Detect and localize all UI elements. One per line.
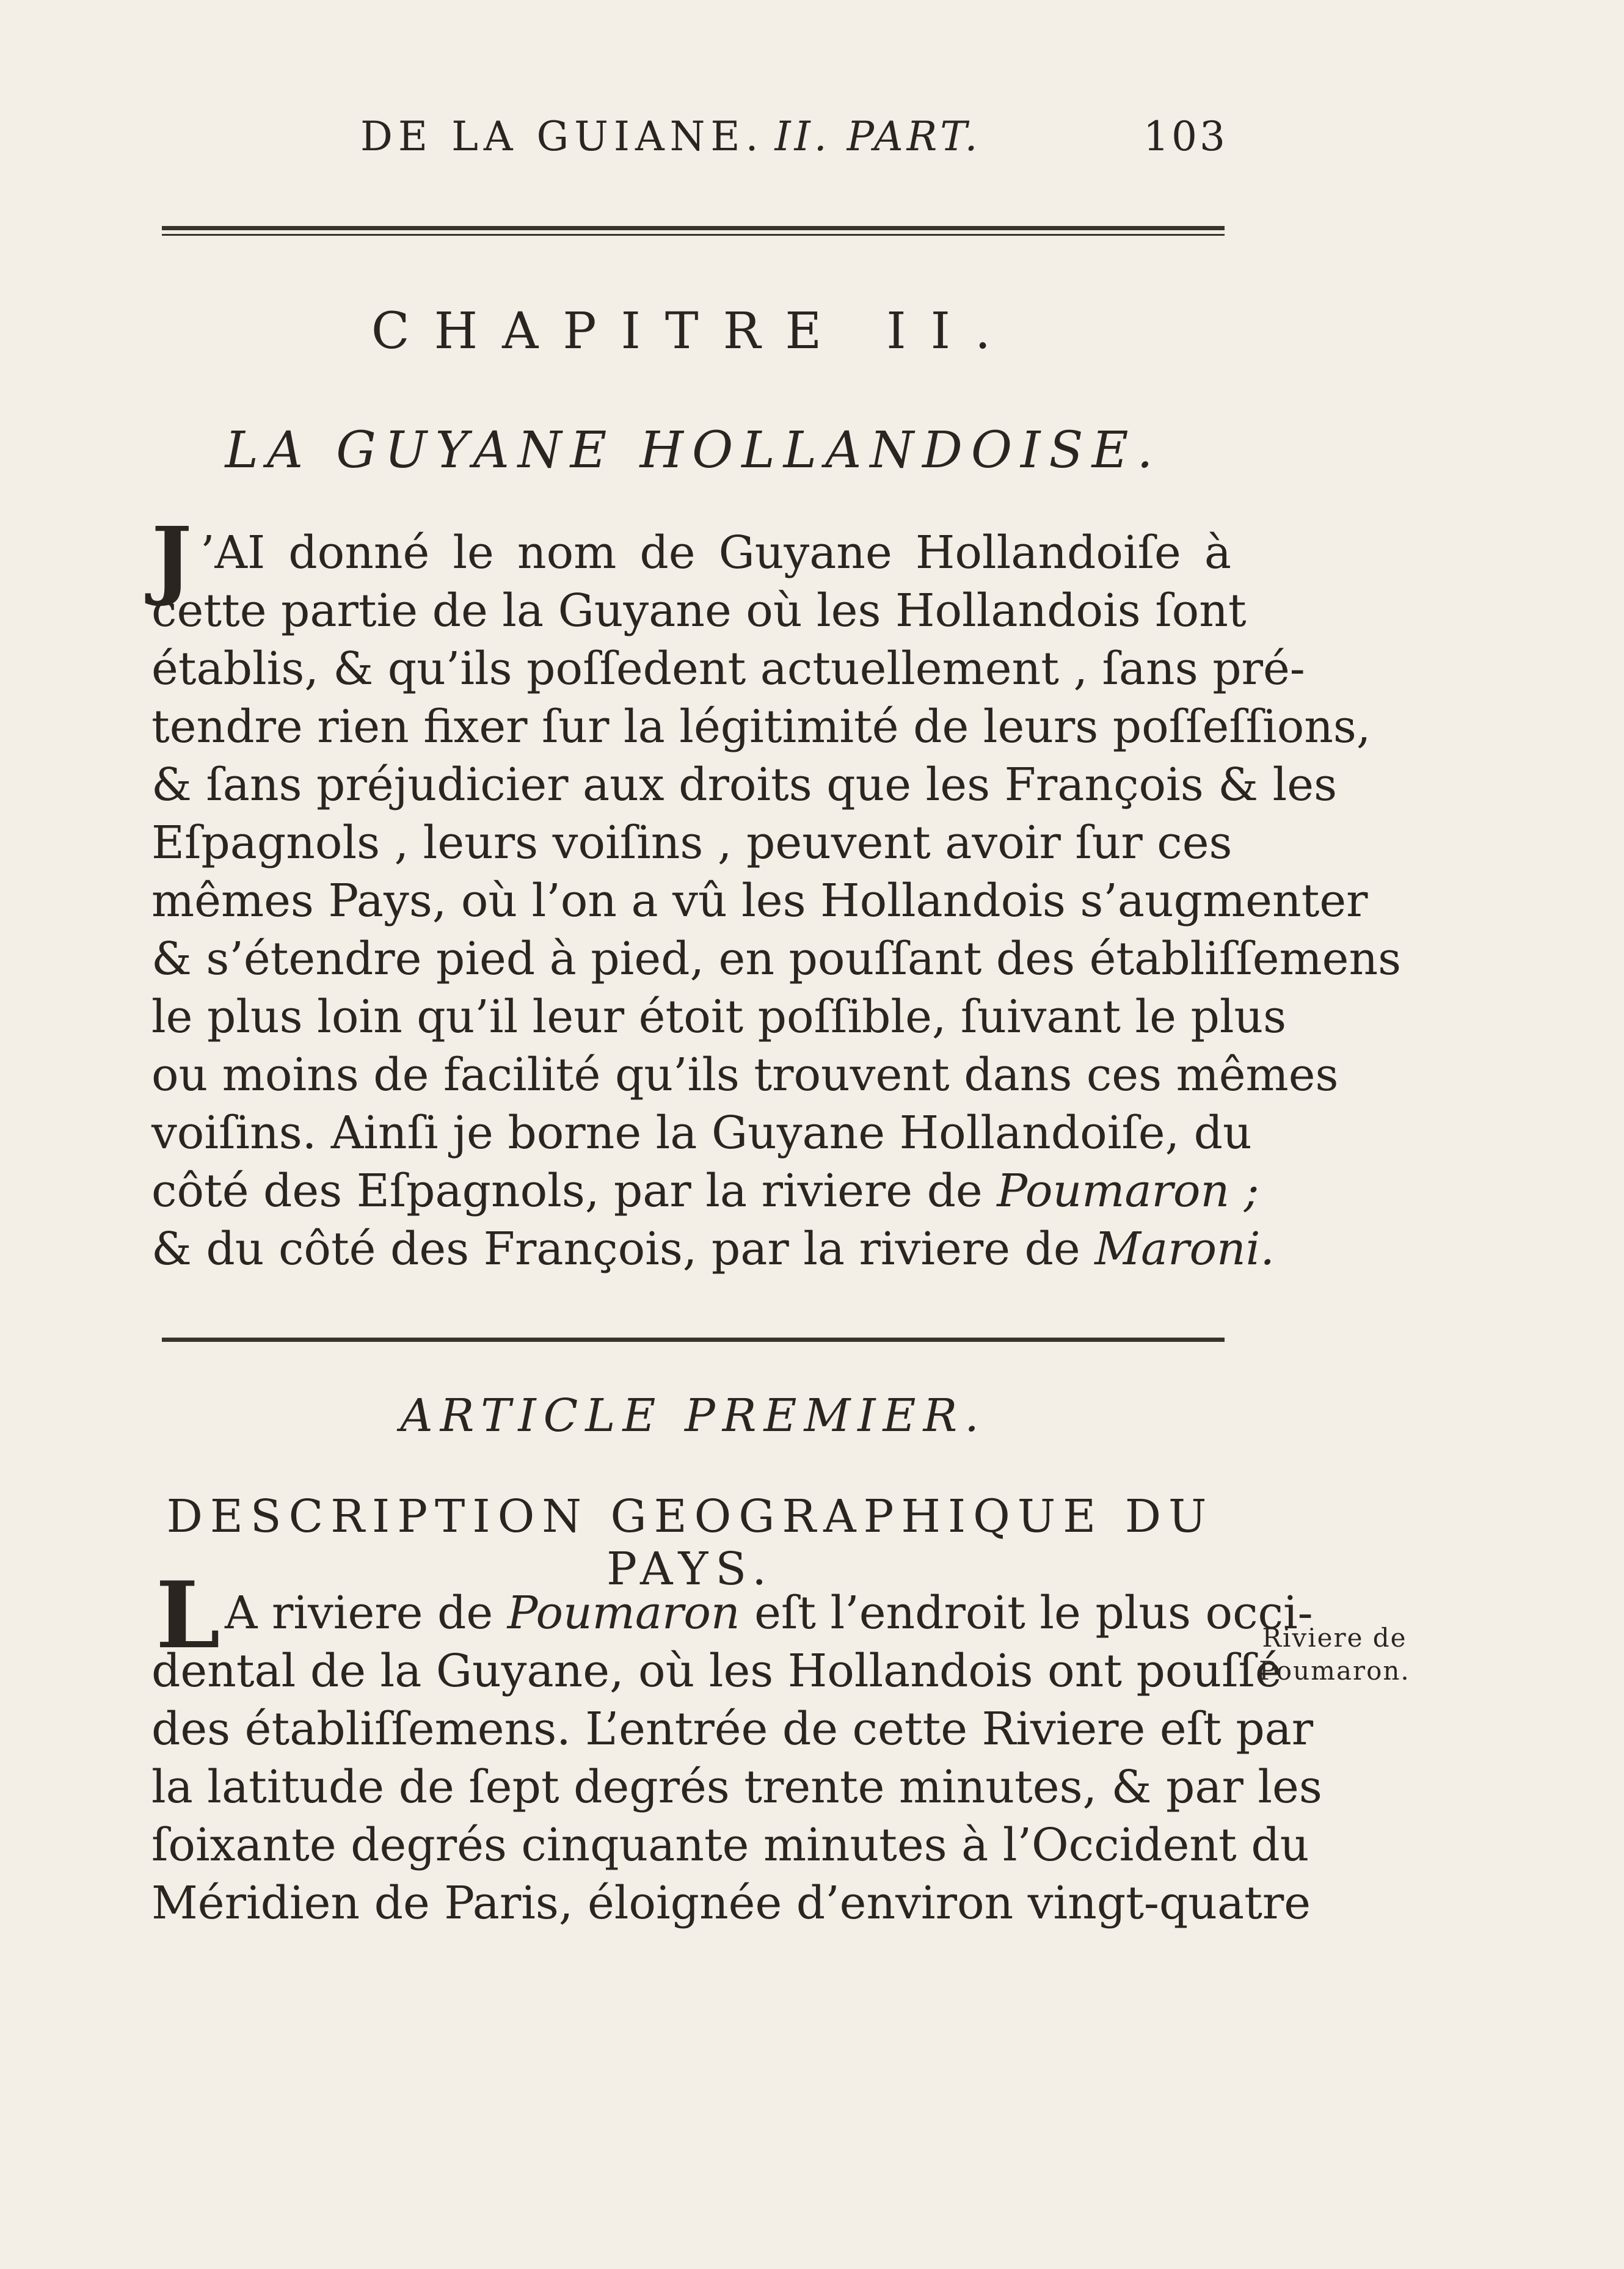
paragraph-line: tendre rien fixer ſur la légitimité de leurs poſſeſſions, xyxy=(151,701,1371,753)
running-header xyxy=(153,107,1228,174)
paragraph-line: Méridien de Paris, éloignée d’environ vingt-quatre xyxy=(151,1877,1311,1929)
margin-note-line: Poumaron. xyxy=(1259,1656,1410,1686)
header-rule xyxy=(162,226,1225,236)
line-text: eſt l’endroit le plus occi- xyxy=(740,1587,1313,1639)
river-name-maroni: Maroni. xyxy=(1094,1223,1275,1275)
margin-note-line: Riviere de xyxy=(1262,1623,1407,1653)
chapter-heading: CHAPITRE II. xyxy=(371,302,1016,360)
paragraph-line: & s’étendre pied à pied, en pouſſant des établiſſemens xyxy=(151,933,1402,985)
paragraph-line: ou moins de facilité qu’ils trouvent dans ces mêmes xyxy=(151,1049,1339,1101)
paragraph-line: Eſpagnols , leurs voiſins , peuvent avoir ſur ces xyxy=(151,817,1233,869)
section-rule xyxy=(162,1338,1225,1344)
paragraph-line: ſoixante degrés cinquante minutes à l’Occident du xyxy=(151,1819,1309,1871)
paragraph-line: le plus loin qu’il leur étoit poſſible, ſuivant le plus xyxy=(151,991,1287,1043)
paragraph-line: dental de la Guyane, où les Hollandois ont pouſſé xyxy=(151,1645,1282,1697)
paragraph-line: ’AI donné le nom de Guyane Hollandoiſe à xyxy=(200,526,1231,579)
line-text: côté des Eſpagnols, par la riviere de xyxy=(151,1165,997,1217)
paragraph-2 xyxy=(151,1584,1322,1932)
paragraph-1 xyxy=(151,524,1402,1278)
page-number: 103 xyxy=(1143,113,1228,160)
paragraph-line: cette partie de la Guyane où les Hollandois ſont xyxy=(151,585,1247,637)
paragraph-line: établis, & qu’ils poſſedent actuellement , ſans pré- xyxy=(151,643,1305,695)
paragraph-line xyxy=(151,1162,1259,1220)
chapter-subtitle: LA GUYANE HOLLANDOISE. xyxy=(225,421,1162,479)
river-name-poumaron: Poumaron xyxy=(507,1587,740,1639)
dropcap-l: L xyxy=(156,1562,220,1669)
paragraph-line xyxy=(151,1220,1275,1278)
paragraph-line xyxy=(151,1584,1313,1642)
article-heading: ARTICLE PREMIER. xyxy=(400,1389,986,1442)
paragraph-line: & ſans préjudicier aux droits que les François & les xyxy=(151,759,1338,811)
paragraph-line: la latitude de ſept degrés trente minutes, & par les xyxy=(151,1761,1322,1813)
line-text: & du côté des François, par la riviere de xyxy=(151,1223,1095,1275)
part-label: II. PART. xyxy=(774,113,981,160)
section-heading: DESCRIPTION GEOGRAPHIQUE DU PAYS. xyxy=(166,1490,1214,1595)
paragraph-line: voiſins. Ainſi je borne la Guyane Hollandoiſe, du xyxy=(151,1107,1252,1159)
margin-note xyxy=(1234,1622,1435,1688)
running-title xyxy=(360,113,981,160)
river-name-poumaron: Poumaron ; xyxy=(997,1165,1259,1217)
line-text: A riviere de xyxy=(225,1587,508,1639)
running-title-text: DE LA GUIANE. xyxy=(360,113,764,160)
paragraph-line: des établiſſemens. L’entrée de cette Riviere eſt par xyxy=(151,1703,1314,1755)
dropcap-j: J xyxy=(151,509,192,609)
paragraph-line: mêmes Pays, où l’on a vû les Hollandois s’augmenter xyxy=(151,875,1368,927)
